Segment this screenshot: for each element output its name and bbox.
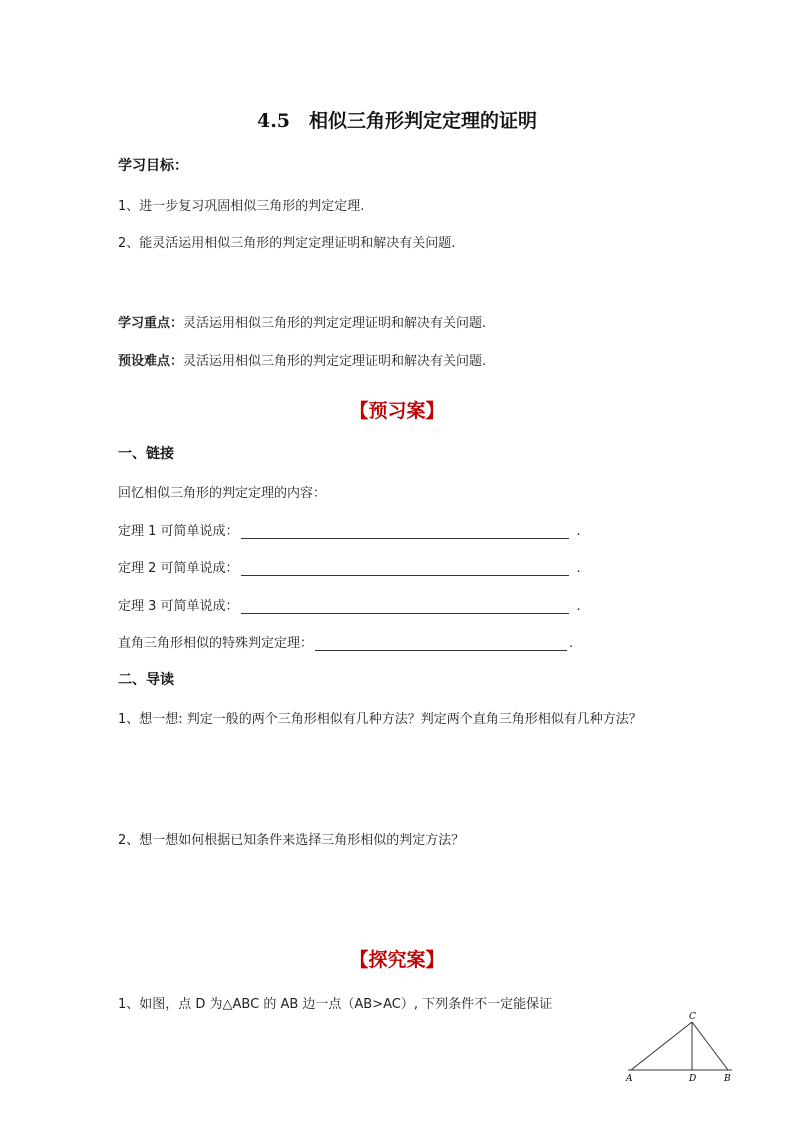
objective-item-1: 1、进一步复习巩固相似三角形的判定定理. [118, 199, 365, 214]
segment-ac [631, 1022, 692, 1070]
theorem-1-row [118, 520, 581, 539]
theorem-1-end: . [576, 524, 581, 539]
explore-section-heading: 【探究案】 [349, 949, 445, 971]
label-a: A [626, 1074, 633, 1084]
theorem-1-blank[interactable] [241, 524, 569, 539]
key-point-label: 学习重点： [118, 316, 184, 331]
label-c: C [689, 1012, 696, 1022]
right-triangle-end: . [569, 636, 574, 651]
objectives-heading: 学习目标： [118, 158, 188, 174]
label-b: B [724, 1074, 731, 1084]
theorem-3-blank[interactable] [241, 599, 569, 614]
right-triangle-blank[interactable] [315, 636, 567, 651]
page-title: 4.5 相似三角形判定定理的证明 [256, 110, 538, 132]
objective-item-2: 2、能灵活运用相似三角形的判定定理证明和解决有关问题. [118, 236, 456, 251]
part2-question-2: 2、想一想如何根据已知条件来选择三角形相似的判定方法？ [118, 833, 465, 848]
part1-intro: 回忆相似三角形的判定定理的内容： [118, 486, 327, 501]
preview-section-heading: 【预习案】 [349, 400, 445, 422]
key-point [118, 312, 486, 331]
difficulty [118, 350, 486, 369]
theorem-3-row [118, 595, 581, 614]
segment-cb [692, 1022, 728, 1070]
explore-question-1: 1、如图，点 D 为△ABC 的 AB 边一点（AB>AC）, 下列条件不一定能保证 [118, 997, 553, 1012]
right-triangle-row [118, 632, 573, 651]
theorem-3-end: . [576, 599, 581, 614]
difficulty-text: 灵活运用相似三角形的判定定理证明和解决有关问题. [183, 354, 487, 369]
difficulty-label: 预设难点： [118, 354, 184, 369]
label-d: D [689, 1074, 697, 1084]
theorem-2-end: . [576, 561, 581, 576]
part2-heading: 二、导读 [118, 672, 174, 688]
theorem-2-label: 定理 2 可简单说成： [118, 561, 239, 576]
right-triangle-label: 直角三角形相似的特殊判定定理： [118, 636, 314, 651]
part2-question-1: 1、想一想: 判定一般的两个三角形相似有几种方法？判定两个直角三角形相似有几种方法？ [118, 712, 642, 727]
theorem-2-blank[interactable] [241, 561, 569, 576]
part1-heading: 一、链接 [118, 446, 174, 462]
theorem-1-label: 定理 1 可简单说成： [118, 524, 239, 539]
theorem-3-label: 定理 3 可简单说成： [118, 599, 239, 614]
theorem-2-row [118, 557, 581, 576]
triangle-figure [620, 1008, 740, 1088]
key-point-text: 灵活运用相似三角形的判定定理证明和解决有关问题. [183, 316, 487, 331]
